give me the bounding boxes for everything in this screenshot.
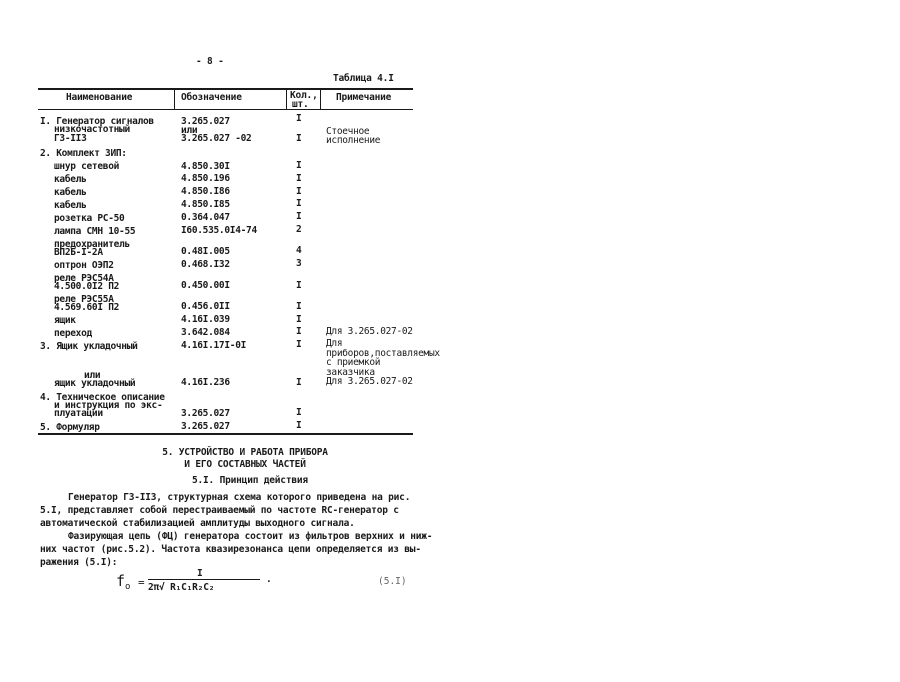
cell-note: Для 3.265.027-02 [326, 376, 413, 387]
cell-name: кабель [54, 200, 87, 211]
header-divider [320, 89, 321, 109]
cell-qty: 4 [296, 245, 302, 256]
cell-qty: 2 [296, 224, 302, 235]
cell-name: низкочастотный [54, 124, 130, 135]
cell-qty: I [296, 133, 302, 144]
paragraph-line: Генератор Г3-II3, структурная схема которого приведена на рис. [68, 492, 411, 503]
cell-note: Стоечное исполнение [326, 126, 381, 146]
formula-lhs-sub: o [125, 582, 131, 592]
cell-name: 4. Техническое описание [40, 392, 165, 403]
header-name: Наименование [66, 92, 133, 103]
cell-designation: 0.450.00I [181, 280, 230, 291]
paragraph-line: автоматической стабилизацией амплитуды выходного сигнала. [40, 518, 355, 529]
cell-qty: I [296, 211, 302, 222]
cell-qty: I [296, 280, 302, 291]
paragraph-line: них частот (рис.5.2). Частота квазирезонанса цепи определяется из вы- [40, 544, 421, 555]
table-bottom-rule [38, 433, 413, 435]
cell-name: лампа СМН 10-55 [54, 226, 136, 237]
cell-designation: 3.265.027 [181, 408, 230, 419]
cell-designation: 0.456.0II [181, 301, 230, 312]
cell-designation: 3.642.084 [181, 327, 230, 338]
header-divider [174, 89, 175, 109]
cell-qty: I [296, 301, 302, 312]
paragraph-line: Фазирующая цепь (ФЦ) генератора состоит из фильтров верхних и ниж- [68, 531, 433, 542]
formula-lhs: f [116, 572, 126, 590]
cell-name: Г3-II3 [54, 133, 87, 144]
section-title: 5. УСТРОЙСТВО И РАБОТА ПРИБОРА [162, 447, 328, 458]
cell-designation: 0.364.047 [181, 212, 230, 223]
paragraph-line: 5.I, представляет собой перестраиваемый по частоте RC-генератор с [40, 505, 399, 516]
cell-name: ящик укладочный [54, 378, 136, 389]
cell-qty: I [296, 314, 302, 325]
cell-name: 3. Ящик укладочный [40, 341, 138, 352]
cell-name: плуатации [54, 408, 103, 419]
cell-qty: 3 [296, 258, 302, 269]
cell-name: кабель [54, 174, 87, 185]
cell-name: реле РЭС55А [54, 294, 114, 305]
cell-name: ящик [54, 315, 76, 326]
cell-designation: 4.850.I85 [181, 199, 230, 210]
cell-name: предохранитель [54, 239, 130, 250]
formula-denominator: 2π√ R₁C₁R₂C₂ [148, 582, 215, 593]
cell-name: 4.569.60I П2 [54, 302, 120, 313]
fraction-bar [148, 579, 260, 580]
cell-qty: I [296, 113, 302, 124]
header-note: Примечание [336, 92, 392, 103]
cell-designation: 0.468.I32 [181, 259, 230, 270]
cell-name: и инструкция по экс- [54, 400, 163, 411]
cell-name: реле РЭС54А [54, 273, 114, 284]
cell-designation: 3.265.027 [181, 116, 230, 127]
cell-name: 5. Формуляр [40, 422, 100, 433]
cell-qty: I [296, 420, 302, 431]
cell-qty: I [296, 339, 302, 350]
cell-name: или [84, 370, 101, 381]
equation-number: (5.I) [378, 576, 407, 587]
cell-qty: I [296, 186, 302, 197]
section-subtitle: 5.I. Принцип действия [192, 475, 308, 486]
section-title-line2: И ЕГО СОСТАВНЫХ ЧАСТЕЙ [184, 459, 306, 470]
cell-name: оптрон ОЭП2 [54, 260, 114, 271]
cell-designation: 4.16I.236 [181, 377, 230, 388]
header-divider [286, 89, 287, 109]
cell-qty: I [296, 407, 302, 418]
cell-designation: 4.16I.17I-0I [181, 340, 247, 351]
table-caption: Таблица 4.I [333, 73, 394, 84]
cell-note: Для 3.265.027-02 [326, 326, 413, 337]
cell-name: 4.500.0I2 П2 [54, 281, 120, 292]
cell-designation: 4.850.30I [181, 161, 230, 172]
table-top-rule [38, 88, 413, 90]
cell-qty: I [296, 173, 302, 184]
cell-qty: I [296, 326, 302, 337]
cell-designation: или [181, 125, 198, 136]
cell-name: переход [54, 328, 92, 339]
cell-name: кабель [54, 187, 87, 198]
cell-designation: 3.265.027 [181, 421, 230, 432]
cell-name: I. Генератор сигналов [40, 116, 154, 127]
cell-note: Для приборов,поставляемых с приемкой заказчика [326, 338, 440, 378]
table-header-rule [38, 109, 413, 110]
cell-qty: I [296, 377, 302, 388]
header-designation: Обозначение [181, 92, 242, 103]
cell-name: шнур сетевой [54, 161, 120, 172]
formula-equals: = [138, 576, 145, 589]
cell-designation: 4.850.196 [181, 173, 230, 184]
cell-designation: 4.16I.039 [181, 314, 230, 325]
page-number: - 8 - [196, 56, 224, 67]
paragraph-line: ражения (5.I): [40, 557, 118, 568]
cell-designation: 4.850.I86 [181, 186, 230, 197]
header-qty: Кол., [290, 90, 318, 101]
cell-designation: 3.265.027 -02 [181, 133, 252, 144]
cell-designation: I60.535.0I4-74 [181, 225, 257, 236]
formula-numerator: I [197, 568, 203, 579]
cell-designation: 0.48I.005 [181, 246, 230, 257]
header-qty-unit: шт. [292, 99, 309, 110]
cell-name: 2. Комплект ЗИП: [40, 148, 127, 159]
formula-period: . [266, 574, 272, 585]
cell-qty: I [296, 198, 302, 209]
cell-name: ВП2Б-I-2А [54, 247, 103, 258]
cell-qty: I [296, 160, 302, 171]
cell-name: розетка РС-50 [54, 213, 125, 224]
